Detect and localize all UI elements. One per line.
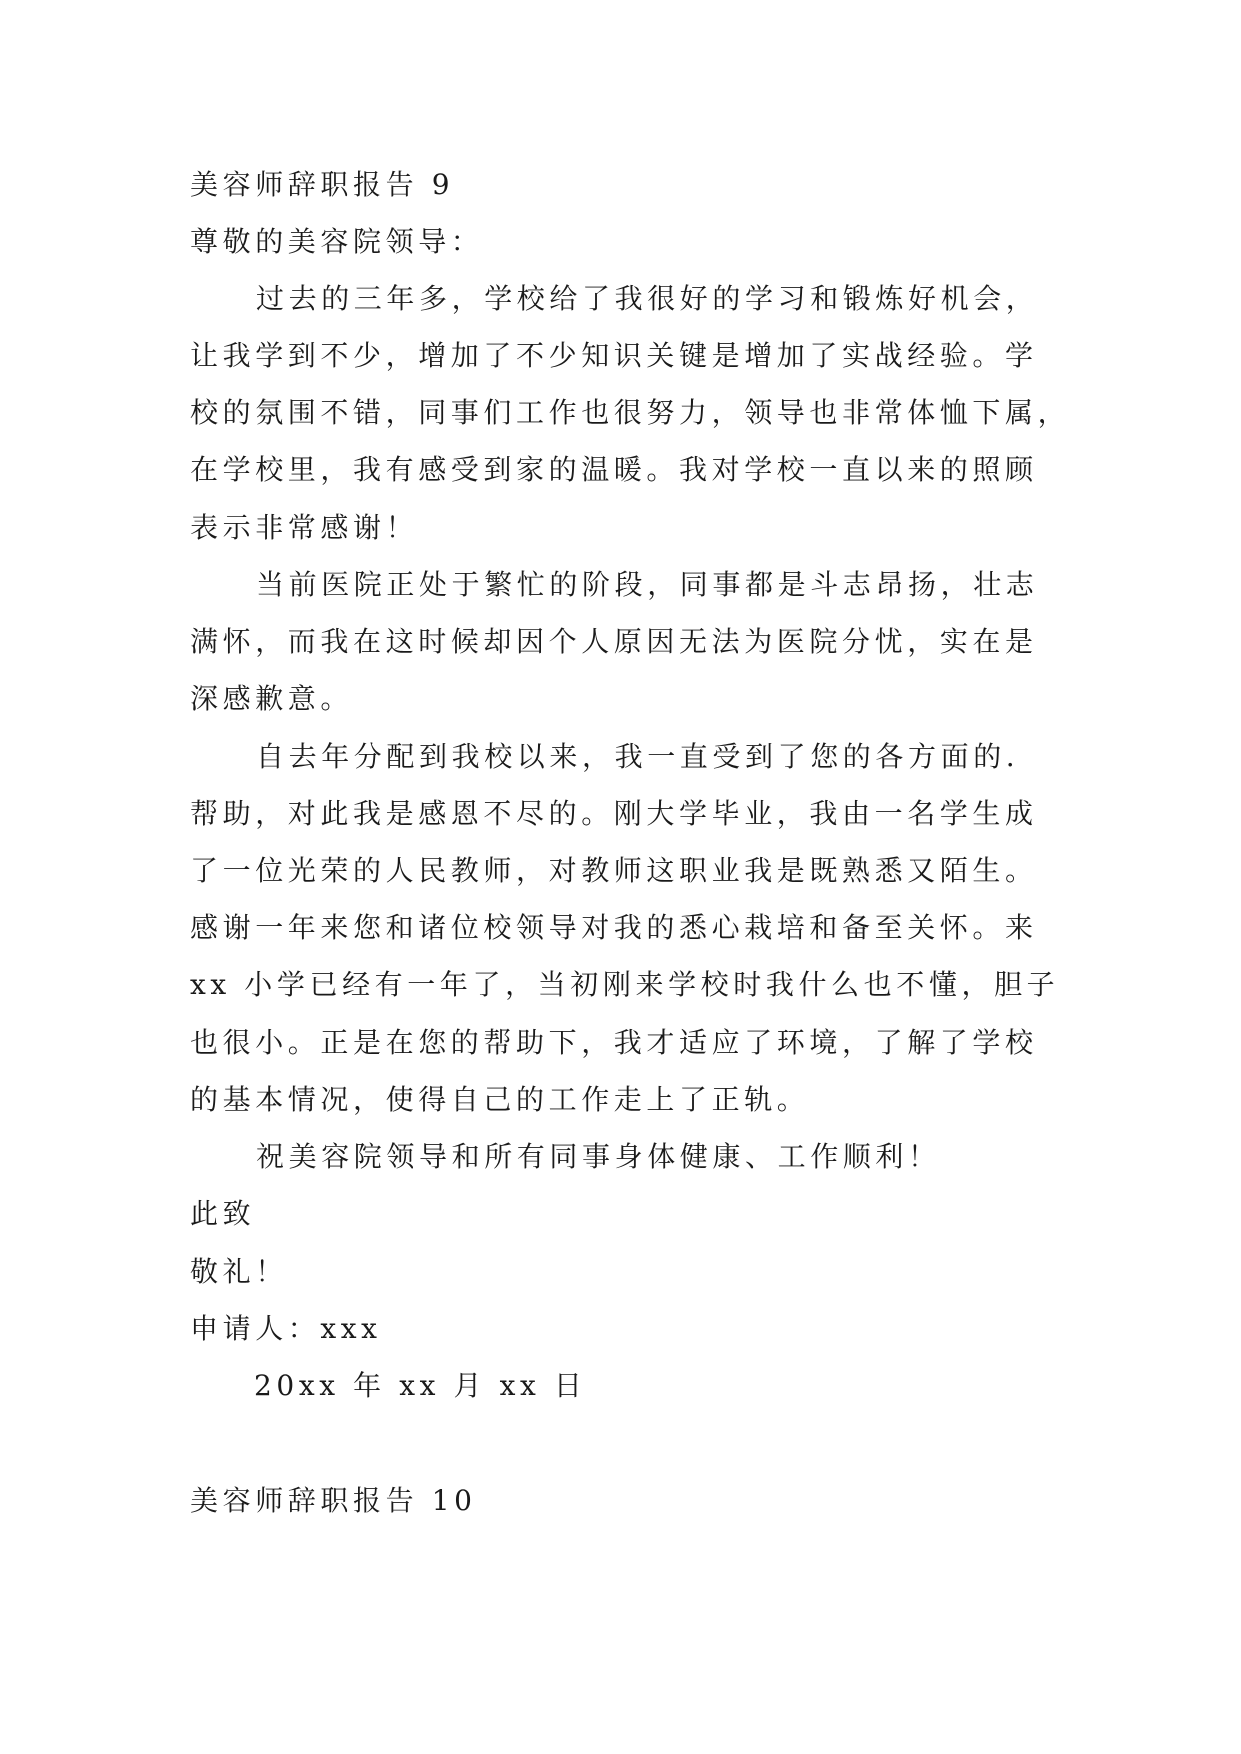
- paragraph-3-line-5: xx 小学已经有一年了，当初刚来学校时我什么也不懂，胆子: [190, 968, 1060, 1001]
- paragraph-1-line-5: 表示非常感谢！: [190, 511, 419, 544]
- paragraph-3-line-3: 了一位光荣的人民教师，对教师这职业我是既熟悉又陌生。: [190, 854, 1038, 887]
- paragraph-1-line-3: 校的氛围不错，同事们工作也很努力，领导也非常体恤下属，: [190, 396, 1071, 429]
- report-title-10: 美容师辞职报告 10: [190, 1484, 477, 1517]
- paragraph-2-line-2: 满怀，而我在这时候却因个人原因无法为医院分忧，实在是: [190, 625, 1038, 658]
- paragraph-3-line-1: 自去年分配到我校以来，我一直受到了您的各方面的.: [256, 740, 1020, 773]
- paragraph-3-line-6: 也很小。正是在您的帮助下，我才适应了环境，了解了学校: [190, 1026, 1038, 1059]
- paragraph-3-line-7: 的基本情况，使得自己的工作走上了正轨。: [190, 1083, 810, 1116]
- paragraph-1-line-1: 过去的三年多，学校给了我很好的学习和锻炼好机会，: [256, 282, 1039, 315]
- paragraph-2-line-1: 当前医院正处于繁忙的阶段，同事都是斗志昂扬，壮志: [256, 568, 1039, 601]
- paragraph-3-line-4: 感谢一年来您和诸位校领导对我的悉心栽培和备至关怀。来: [190, 911, 1038, 944]
- paragraph-2-line-3: 深感歉意。: [190, 682, 354, 715]
- wishes-line: 祝美容院领导和所有同事身体健康、工作顺利！: [256, 1140, 941, 1173]
- paragraph-1-line-4: 在学校里，我有感受到家的温暖。我对学校一直以来的照顾: [190, 453, 1038, 486]
- date-line: 20xx 年 xx 月 xx 日: [254, 1369, 587, 1402]
- closing-jing-li: 敬礼！: [190, 1255, 288, 1288]
- salutation: 尊敬的美容院领导：: [190, 225, 484, 258]
- paragraph-3-line-2: 帮助，对此我是感恩不尽的。刚大学毕业，我由一名学生成: [190, 797, 1038, 830]
- applicant-line: 申请人：xxx: [190, 1312, 382, 1345]
- paragraph-1-line-2: 让我学到不少，增加了不少知识关键是增加了实战经验。学: [190, 339, 1038, 372]
- closing-ci-zhi: 此致: [190, 1197, 256, 1230]
- report-title-9: 美容师辞职报告 9: [190, 168, 455, 201]
